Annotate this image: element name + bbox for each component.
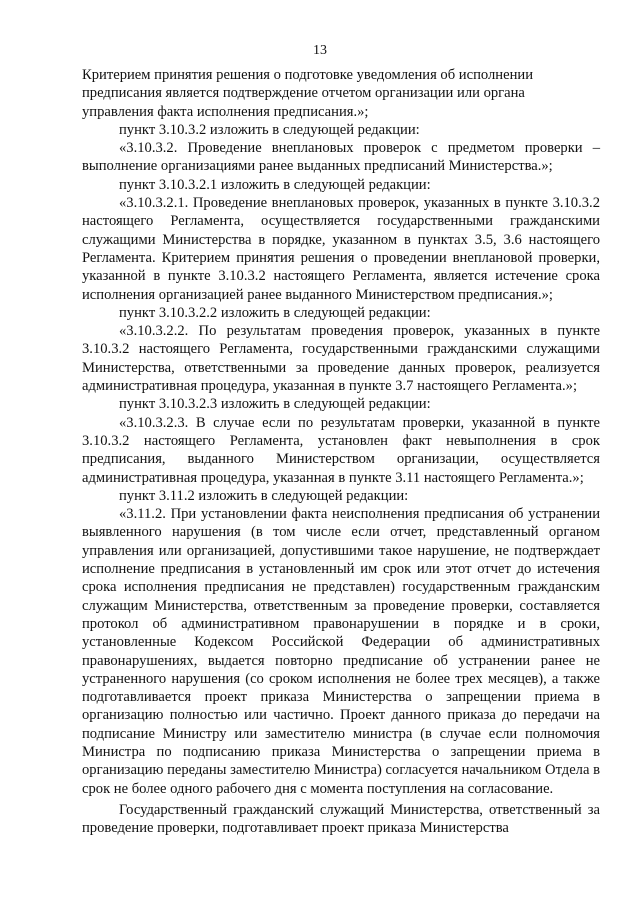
paragraph-clause: «3.10.3.2. Проведение внеплановых проверок с предметом проверки – выполнение организациями ранее выданных предписаний Министерства.»; [82, 140, 600, 175]
paragraph-criteria: Критерием принятия решения о подготовке уведомления об исполнении предписания является подтверждение отчетом организации или органа управления факта исполнения предписания.»; [82, 67, 534, 120]
paragraph-instruction: пункт 3.11.2 изложить в следующей редакции: [119, 487, 409, 504]
paragraph-instruction: пункт 3.10.3.2.1 изложить в следующей редакции: [119, 176, 431, 193]
document-body [82, 66, 600, 837]
paragraph-instruction: пункт 3.10.3.2 изложить в следующей редакции: [119, 121, 420, 138]
paragraph-continuation: Государственный гражданский служащий Министерства, ответственный за проведение проверки, подготавливает проект приказа Министерства [82, 801, 600, 837]
paragraph-instruction: пункт 3.10.3.2.2 изложить в следующей редакции: [119, 304, 431, 321]
paragraph-clause: «3.10.3.2.2. По результатам проведения проверок, указанных в пункте 3.10.3.2 настоящего Регламента, государственными гражданскими служащими Министерства, ответственными за проведение данных проверок, реализуется административная процедура, указанная в пункте 3.7 настоящего Регламента.»; [82, 323, 600, 395]
paragraph-clause: «3.11.2. При установлении факта неисполнения предписания об устранении выявленного нарушения (в том числе если отчет, представленный органом управления или организацией, допустившими такое нарушение, не подтверждает исполнение предписания в установленный им срок или этот отчет до истечения срока исполнения предписания не представлен) государственным гражданским служащим Министерства, ответственным за проведение проверки, составляется протокол об административном правонарушении в порядке и в сроки, установленные Кодексом Российской Федерации об административных правонарушениях, выдается повторно предписание об устранении ранее не устраненного нарушения (со сроком исполнения не более трех месяцев), а также подготавливается проект приказа Министерства о запрещении приема в организацию полностью или частично. Проект данного приказа до передачи на подписание Министру или заместителю министра (в случае если полномочия Министра по подписанию приказа Министерства о запрещении приема в организацию переданы заместителю Министра) согласуется начальником Отдела в срок не более одного рабочего дня с момента поступления на согласование. [82, 506, 600, 797]
paragraph-instruction: пункт 3.10.3.2.3 изложить в следующей редакции: [119, 396, 431, 413]
paragraph-clause: «3.10.3.2.3. В случае если по результатам проверки, указанной в пункте 3.10.3.2 настоящего Регламента, установлен факт невыполнения в срок предписания, выданного Министерством организации, осуществляется административная процедура, указанная в пункте 3.11 настоящего Регламента.»; [82, 414, 600, 486]
paragraph-clause: «3.10.3.2.1. Проведение внеплановых проверок, указанных в пункте 3.10.3.2 настоящего Регламента, осуществляется государственными гражданскими служащими Министерства в порядке, указанном в пунктах 3.5, 3.6 настоящего Регламента. Критерием принятия решения о проведении внеплановой проверки, указанной в пункте 3.10.3.2 настоящего Регламента, является истечение срока исполнения организацией ранее выданного Министерством предписания.»; [82, 195, 600, 303]
page-number: 13 [313, 43, 327, 58]
